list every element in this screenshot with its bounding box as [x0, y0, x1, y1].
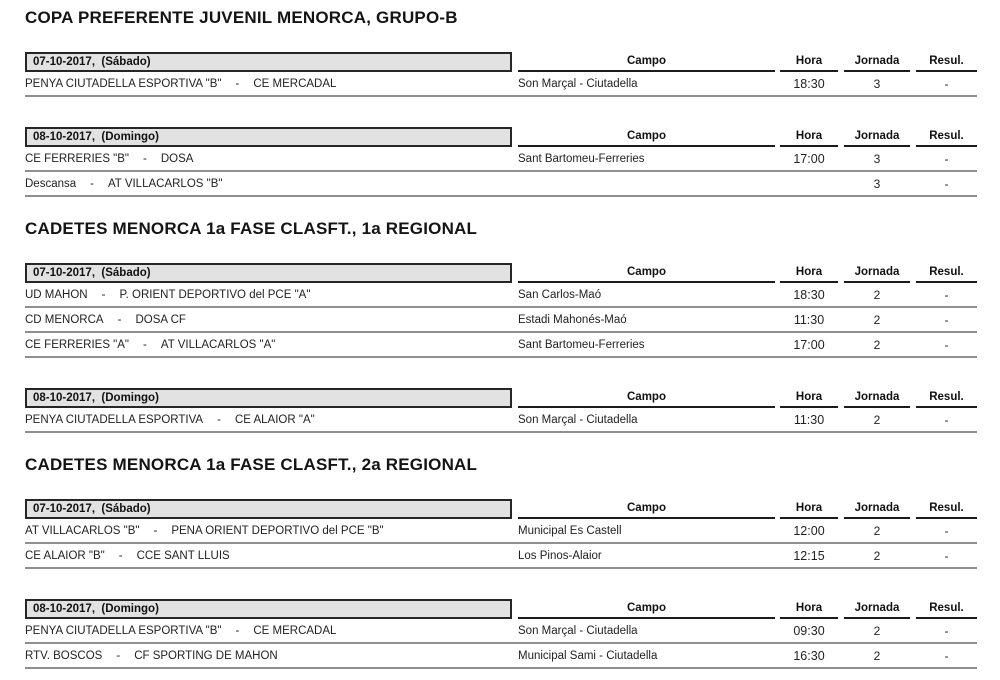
fixture-block — [25, 127, 977, 197]
match-cell — [25, 314, 512, 326]
away-team: DOSA — [160, 152, 194, 165]
column-header-resul: Resul. — [916, 266, 977, 283]
time-cell: 18:30 — [793, 287, 825, 302]
matchday-cell: 2 — [873, 312, 881, 327]
result-cell: - — [944, 337, 949, 352]
vs-dash: - — [118, 549, 123, 562]
home-team: CE ALAIOR "B" — [25, 549, 105, 562]
fixture-block — [25, 263, 977, 358]
column-header-hora: Hora — [780, 130, 838, 147]
column-header-resul: Resul. — [916, 55, 977, 72]
result-cell: - — [944, 176, 949, 191]
result-cell: - — [944, 523, 949, 538]
time-cell: 17:00 — [793, 151, 825, 166]
match-row — [25, 408, 977, 433]
matchday-cell: 2 — [873, 412, 881, 427]
block-header-row — [25, 52, 977, 72]
block-header-row — [25, 127, 977, 147]
time-cell: 12:00 — [793, 523, 825, 538]
column-header-campo: Campo — [518, 266, 775, 283]
home-team: AT VILLACARLOS "B" — [25, 524, 140, 537]
fixture-block — [25, 52, 977, 97]
column-header-resul: Resul. — [916, 391, 977, 408]
match-row — [25, 644, 977, 669]
away-team: CCE SANT LLUIS — [136, 549, 230, 562]
home-team: PENYA CIUTADELLA ESPORTIVA "B" — [25, 624, 222, 637]
column-header-campo: Campo — [518, 602, 775, 619]
result-cell: - — [944, 287, 949, 302]
matchday-cell: 2 — [873, 623, 881, 638]
away-team: AT VILLACARLOS "B" — [107, 177, 223, 190]
venue-cell: Estadi Mahonés-Maó — [518, 313, 627, 326]
away-team: P. ORIENT DEPORTIVO del PCE "A" — [119, 288, 311, 301]
match-row — [25, 544, 977, 569]
venue-cell: San Carlos-Maó — [518, 288, 602, 301]
column-header-campo: Campo — [518, 502, 775, 519]
away-team: CE ALAIOR "A" — [234, 413, 315, 426]
match-cell — [25, 78, 512, 90]
vs-dash: - — [90, 177, 94, 190]
home-team: PENYA CIUTADELLA ESPORTIVA — [25, 413, 204, 426]
vs-dash: - — [116, 649, 121, 662]
match-cell — [25, 414, 512, 426]
vs-dash: - — [235, 77, 240, 90]
result-cell: - — [944, 412, 949, 427]
match-row — [25, 308, 977, 333]
date-header: 08-10-2017, (Domingo) — [25, 599, 512, 619]
block-header-row — [25, 599, 977, 619]
fixture-block — [25, 499, 977, 569]
venue-cell: Municipal Sami - Ciutadella — [518, 649, 658, 662]
fixture-block — [25, 388, 977, 433]
time-cell: 09:30 — [793, 623, 825, 638]
column-header-hora: Hora — [780, 55, 838, 72]
away-team: CE MERCADAL — [253, 77, 337, 90]
column-header-hora: Hora — [780, 602, 838, 619]
away-team: PEÑA ORIENT DEPORTIVO del PCE "B" — [171, 524, 384, 537]
column-header-campo: Campo — [518, 391, 775, 408]
time-cell: 18:30 — [793, 76, 825, 91]
column-header-campo: Campo — [518, 130, 775, 147]
column-header-resul: Resul. — [916, 502, 977, 519]
venue-cell: Son Marçal - Ciutadella — [518, 413, 638, 426]
result-cell: - — [944, 623, 949, 638]
match-row — [25, 333, 977, 358]
column-header-jornada: Jornada — [844, 502, 910, 519]
home-team: UD MAHON — [25, 288, 88, 301]
away-team: CE MERCADAL — [253, 624, 337, 637]
competition-title: COPA PREFERENTE JUVENIL MENORCA, GRUPO-B — [25, 8, 458, 27]
column-header-jornada: Jornada — [844, 130, 910, 147]
column-header-hora: Hora — [780, 266, 838, 283]
result-cell: - — [944, 76, 949, 91]
venue-cell: Son Marçal - Ciutadella — [518, 77, 638, 90]
vs-dash: - — [143, 152, 147, 165]
match-row — [25, 619, 977, 644]
date-header: 07-10-2017, (Sábado) — [25, 499, 512, 519]
vs-dash: - — [117, 313, 122, 326]
vs-dash: - — [235, 624, 240, 637]
vs-dash: - — [153, 524, 158, 537]
time-cell: 11:30 — [793, 412, 825, 427]
result-cell: - — [944, 151, 949, 166]
away-team: CF SPORTING DE MAHON — [134, 649, 278, 662]
competition-section — [25, 219, 977, 433]
venue-cell: Son Marçal - Ciutadella — [518, 624, 638, 637]
time-cell: 17:00 — [793, 337, 825, 352]
matchday-cell: 3 — [873, 76, 881, 91]
competition-section — [25, 455, 977, 669]
match-cell — [25, 339, 512, 351]
vs-dash: - — [101, 288, 106, 301]
match-cell — [25, 650, 512, 662]
column-header-jornada: Jornada — [844, 266, 910, 283]
home-team: CE FERRERIES "B" — [25, 152, 130, 165]
result-cell: - — [944, 648, 949, 663]
column-header-jornada: Jornada — [844, 602, 910, 619]
match-cell — [25, 178, 512, 190]
block-header-row — [25, 388, 977, 408]
date-header: 08-10-2017, (Domingo) — [25, 127, 512, 147]
match-cell — [25, 550, 512, 562]
home-team: RTV. BOSCOS — [25, 649, 103, 662]
time-cell: 16:30 — [793, 648, 825, 663]
vs-dash: - — [143, 338, 147, 351]
column-header-jornada: Jornada — [844, 55, 910, 72]
away-team: AT VILLACARLOS "A" — [160, 338, 276, 351]
match-row — [25, 283, 977, 308]
date-header: 07-10-2017, (Sábado) — [25, 52, 512, 72]
matchday-cell: 2 — [873, 337, 881, 352]
date-header: 07-10-2017, (Sábado) — [25, 263, 512, 283]
time-cell: 12:15 — [793, 548, 825, 563]
matchday-cell: 2 — [873, 548, 881, 563]
matchday-cell: 3 — [873, 176, 881, 191]
home-team: CE FERRERIES "A" — [25, 338, 130, 351]
match-row — [25, 147, 977, 172]
time-cell: 11:30 — [793, 312, 825, 327]
home-team: PENYA CIUTADELLA ESPORTIVA "B" — [25, 77, 222, 90]
match-cell — [25, 153, 512, 165]
venue-cell: Los Pinos-Alaior — [518, 549, 602, 562]
venue-cell: Municipal Es Castell — [518, 524, 622, 537]
home-team: Descansa — [25, 177, 77, 190]
match-cell — [25, 625, 512, 637]
fixture-block — [25, 599, 977, 669]
column-header-resul: Resul. — [916, 130, 977, 147]
venue-cell: Sant Bartomeu-Ferreries — [518, 338, 645, 351]
competition-title: CADETES MENORCA 1a FASE CLASFT., 1a REGIONAL — [25, 219, 478, 238]
column-header-campo: Campo — [518, 55, 775, 72]
matchday-cell: 2 — [873, 287, 881, 302]
matchday-cell: 2 — [873, 648, 881, 663]
date-header: 08-10-2017, (Domingo) — [25, 388, 512, 408]
home-team: CD MENORCA — [25, 313, 104, 326]
match-row — [25, 72, 977, 97]
matchday-cell: 2 — [873, 523, 881, 538]
column-header-hora: Hora — [780, 391, 838, 408]
competition-title: CADETES MENORCA 1a FASE CLASFT., 2a REGIONAL — [25, 455, 478, 474]
competition-section — [25, 8, 977, 197]
match-row — [25, 519, 977, 544]
match-row — [25, 172, 977, 197]
result-cell: - — [944, 312, 949, 327]
column-header-resul: Resul. — [916, 602, 977, 619]
column-header-hora: Hora — [780, 502, 838, 519]
match-cell — [25, 525, 512, 537]
match-cell — [25, 289, 512, 301]
block-header-row — [25, 499, 977, 519]
vs-dash: - — [217, 413, 221, 426]
block-header-row — [25, 263, 977, 283]
away-team: DOSA CF — [135, 313, 186, 326]
column-header-jornada: Jornada — [844, 391, 910, 408]
venue-cell: Sant Bartomeu-Ferreries — [518, 152, 645, 165]
result-cell: - — [944, 548, 949, 563]
matchday-cell: 3 — [873, 151, 881, 166]
